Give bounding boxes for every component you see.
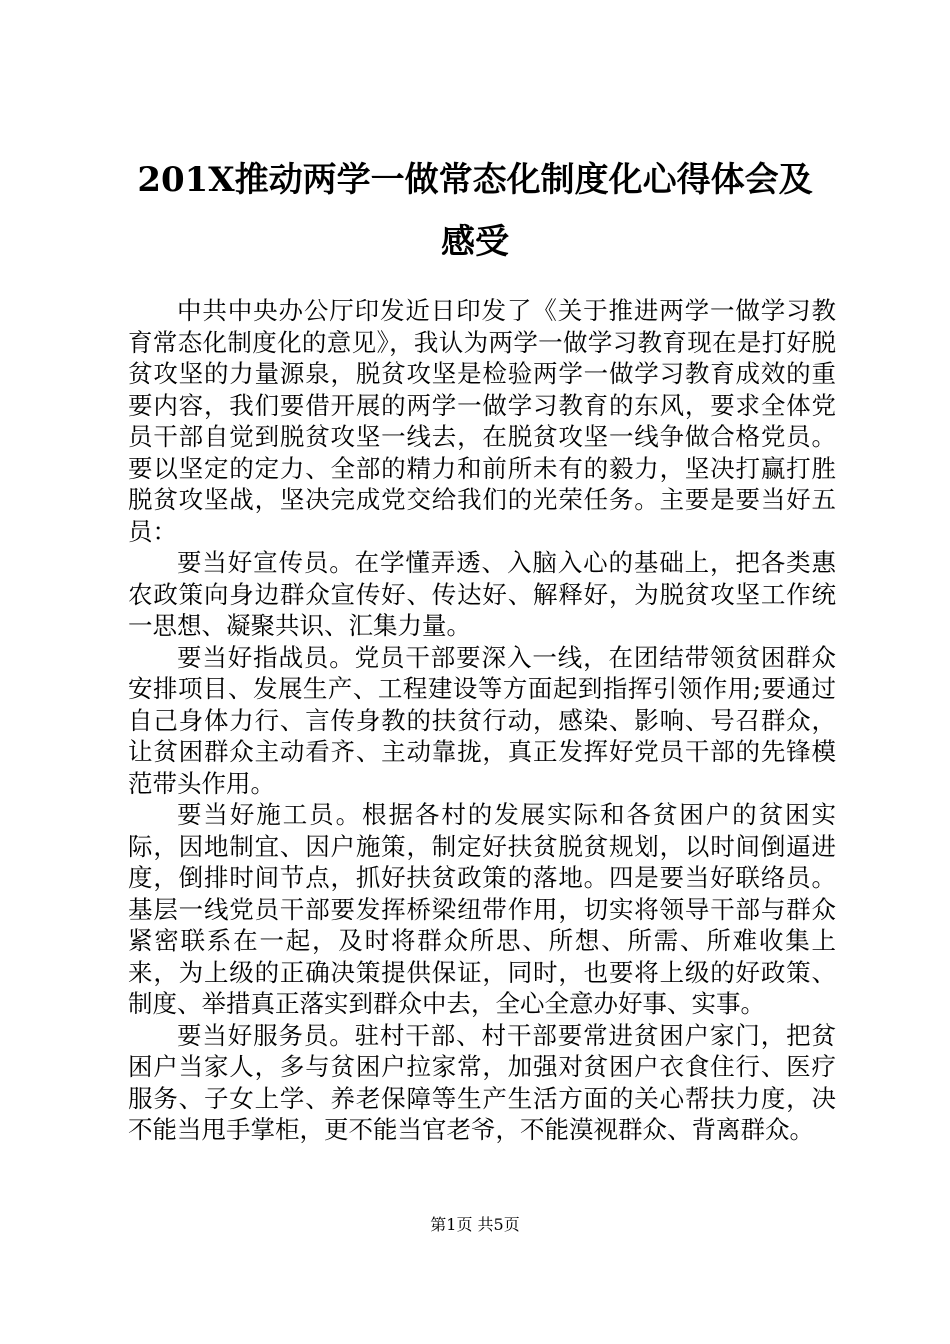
- page-title: 201X推动两学一做常态化制度化心得体会及: [137, 160, 813, 200]
- page-title-continued: 感受: [441, 222, 509, 262]
- paragraph-propagandist: 要当好宣传员。在学懂弄透、入脑入心的基础上，把各类惠农政策向身边群众宣传好、传达好、解释好，为脱贫攻坚工作统一思想、凝聚共识、汇集力量。: [128, 548, 836, 640]
- paragraph-builder: 要当好施工员。根据各村的发展实际和各贫困户的贫困实际，因地制宜、因户施策，制定好扶贫脱贫规划，以时间倒逼进度，倒排时间节点，抓好扶贫政策的落地。四是要当好联络员。基层一线党员干部要发挥桥梁纽带作用，切实将领导干部与群众紧密联系在一起，及时将群众所思、所想、所需、所难收集上来，为上级的正确决策提供保证，同时，也要将上级的好政策、制度、举措真正落实到群众中去，全心全意办好事、实事。: [128, 800, 836, 1018]
- document-body: [128, 295, 836, 1146]
- page-number-footer: 第1页 共5页: [430, 1215, 520, 1234]
- paragraph-commander: 要当好指战员。党员干部要深入一线，在团结带领贫困群众安排项目、发展生产、工程建设等方面起到指挥引领作用;要通过自己身体力行、言传身教的扶贫行动，感染、影响、号召群众，让贫困群众主动看齐、主动靠拢，真正发挥好党员干部的先锋模范带头作用。: [128, 642, 836, 798]
- paragraph-intro: 中共中央办公厅印发近日印发了《关于推进两学一做学习教育常态化制度化的意见》，我认为两学一做学习教育现在是打好脱贫攻坚的力量源泉，脱贫攻坚是检验两学一做学习教育成效的重要内容，我们要借开展的两学一做学习教育的东风，要求全体党员干部自觉到脱贫攻坚一线去，在脱贫攻坚一线争做合格党员。要以坚定的定力、全部的精力和前所未有的毅力，坚决打赢打胜脱贫攻坚战，坚决完成党交给我们的光荣任务。主要是要当好五员：: [128, 296, 836, 546]
- paragraph-servant: 要当好服务员。驻村干部、村干部要常进贫困户家门，把贫困户当家人，多与贫困户拉家常，加强对贫困户衣食住行、医疗服务、子女上学、养老保障等生产生活方面的关心帮扶力度，决不能当甩手掌柜，更不能当官老爷，不能漠视群众、背离群众。: [128, 1020, 836, 1144]
